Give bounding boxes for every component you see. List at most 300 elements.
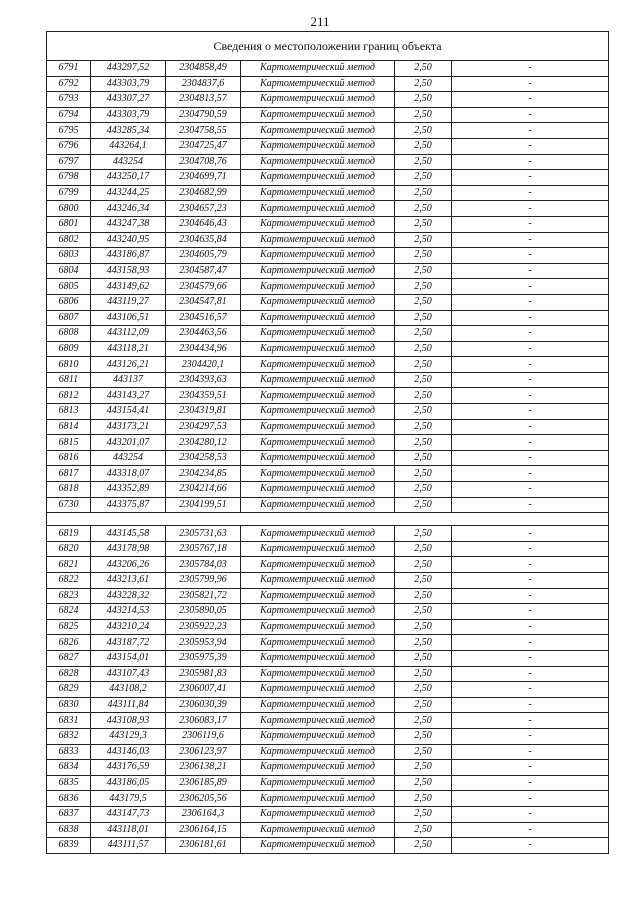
x-coordinate-cell: 443108,93 [91, 713, 166, 729]
y-coordinate-cell: 2304699,71 [166, 170, 241, 186]
accuracy-cell: 2,50 [395, 310, 452, 326]
accuracy-cell: 2,50 [395, 806, 452, 822]
method-cell: Картометрический метод [241, 791, 395, 807]
accuracy-cell: 2,50 [395, 791, 452, 807]
y-coordinate-cell: 2306030,39 [166, 697, 241, 713]
point-number-cell: 6828 [47, 666, 91, 682]
method-cell: Картометрический метод [241, 744, 395, 760]
table-row [47, 248, 609, 264]
method-cell: Картометрический метод [241, 107, 395, 123]
description-cell: - [452, 388, 609, 404]
description-cell: - [452, 61, 609, 77]
point-number-cell: 6815 [47, 435, 91, 451]
method-cell: Картометрический метод [241, 682, 395, 698]
y-coordinate-cell: 2305799,96 [166, 573, 241, 589]
x-coordinate-cell: 443244,25 [91, 185, 166, 201]
table-row [47, 697, 609, 713]
y-coordinate-cell: 2304858,49 [166, 61, 241, 77]
point-number-cell: 6827 [47, 650, 91, 666]
method-cell: Картометрический метод [241, 573, 395, 589]
method-cell: Картометрический метод [241, 388, 395, 404]
table-row [47, 388, 609, 404]
description-cell: - [452, 588, 609, 604]
table-row [47, 682, 609, 698]
y-coordinate-cell: 2306138,21 [166, 760, 241, 776]
table-row [47, 806, 609, 822]
description-cell: - [452, 604, 609, 620]
accuracy-cell: 2,50 [395, 232, 452, 248]
accuracy-cell: 2,50 [395, 482, 452, 498]
method-cell: Картометрический метод [241, 806, 395, 822]
accuracy-cell: 2,50 [395, 604, 452, 620]
method-cell: Картометрический метод [241, 154, 395, 170]
description-cell: - [452, 201, 609, 217]
description-cell: - [452, 713, 609, 729]
table-row [47, 341, 609, 357]
accuracy-cell: 2,50 [395, 61, 452, 77]
table-row [47, 619, 609, 635]
page-number: 211 [310, 14, 330, 29]
y-coordinate-cell: 2306185,89 [166, 775, 241, 791]
accuracy-cell: 2,50 [395, 248, 452, 264]
x-coordinate-cell: 443186,87 [91, 248, 166, 264]
description-cell: - [452, 573, 609, 589]
method-cell: Картометрический метод [241, 713, 395, 729]
y-coordinate-cell: 2305767,18 [166, 541, 241, 557]
x-coordinate-cell: 443264,1 [91, 138, 166, 154]
y-coordinate-cell: 2304813,57 [166, 92, 241, 108]
table-row [47, 216, 609, 232]
point-number-cell: 6826 [47, 635, 91, 651]
x-coordinate-cell: 443111,84 [91, 697, 166, 713]
description-cell: - [452, 76, 609, 92]
y-coordinate-cell: 2305975,39 [166, 650, 241, 666]
x-coordinate-cell: 443303,79 [91, 76, 166, 92]
table-row [47, 404, 609, 420]
point-number-cell: 6839 [47, 838, 91, 854]
accuracy-cell: 2,50 [395, 107, 452, 123]
method-cell: Картометрический метод [241, 588, 395, 604]
point-number-cell: 6821 [47, 557, 91, 573]
point-number-cell: 6802 [47, 232, 91, 248]
x-coordinate-cell: 443126,21 [91, 357, 166, 373]
table-row [47, 666, 609, 682]
table-row [47, 760, 609, 776]
x-coordinate-cell: 443352,89 [91, 482, 166, 498]
table-row [47, 557, 609, 573]
y-coordinate-cell: 2304547,81 [166, 294, 241, 310]
table-row [47, 326, 609, 342]
table-row [47, 201, 609, 217]
x-coordinate-cell: 443119,27 [91, 294, 166, 310]
point-number-cell: 6818 [47, 482, 91, 498]
point-number-cell: 6804 [47, 263, 91, 279]
x-coordinate-cell: 443187,72 [91, 635, 166, 651]
description-cell: - [452, 326, 609, 342]
method-cell: Картометрический метод [241, 557, 395, 573]
accuracy-cell: 2,50 [395, 92, 452, 108]
accuracy-cell: 2,50 [395, 526, 452, 542]
description-cell: - [452, 497, 609, 513]
method-cell: Картометрический метод [241, 497, 395, 513]
description-cell: - [452, 482, 609, 498]
y-coordinate-cell: 2304635,84 [166, 232, 241, 248]
description-cell: - [452, 775, 609, 791]
accuracy-cell: 2,50 [395, 326, 452, 342]
description-cell: - [452, 107, 609, 123]
method-cell: Картометрический метод [241, 604, 395, 620]
table-row [47, 123, 609, 139]
method-cell: Картометрический метод [241, 728, 395, 744]
y-coordinate-cell: 2304682,99 [166, 185, 241, 201]
table-row [47, 466, 609, 482]
point-number-cell: 6823 [47, 588, 91, 604]
accuracy-cell: 2,50 [395, 573, 452, 589]
accuracy-cell: 2,50 [395, 123, 452, 139]
y-coordinate-cell: 2304359,51 [166, 388, 241, 404]
method-cell: Картометрический метод [241, 232, 395, 248]
y-coordinate-cell: 2304420,1 [166, 357, 241, 373]
method-cell: Картометрический метод [241, 341, 395, 357]
point-number-cell: 6794 [47, 107, 91, 123]
point-number-cell: 6817 [47, 466, 91, 482]
y-coordinate-cell: 2305890,05 [166, 604, 241, 620]
table-row [47, 497, 609, 513]
table-row [47, 61, 609, 77]
accuracy-cell: 2,50 [395, 775, 452, 791]
point-number-cell: 6793 [47, 92, 91, 108]
y-coordinate-cell: 2304434,96 [166, 341, 241, 357]
x-coordinate-cell: 443303,79 [91, 107, 166, 123]
table-header-row [47, 32, 609, 61]
y-coordinate-cell: 2304280,12 [166, 435, 241, 451]
table-row [47, 435, 609, 451]
x-coordinate-cell: 443145,58 [91, 526, 166, 542]
table-row [47, 838, 609, 854]
y-coordinate-cell: 2306007,41 [166, 682, 241, 698]
table-row [47, 92, 609, 108]
point-number-cell: 6813 [47, 404, 91, 420]
table-row [47, 76, 609, 92]
table-row [47, 728, 609, 744]
point-number-cell: 6836 [47, 791, 91, 807]
method-cell: Картометрический метод [241, 185, 395, 201]
method-cell: Картометрический метод [241, 248, 395, 264]
separator-cell [47, 513, 609, 526]
point-number-cell: 6822 [47, 573, 91, 589]
x-coordinate-cell: 443254 [91, 154, 166, 170]
method-cell: Картометрический метод [241, 635, 395, 651]
x-coordinate-cell: 443118,01 [91, 822, 166, 838]
description-cell: - [452, 435, 609, 451]
method-cell: Картометрический метод [241, 92, 395, 108]
x-coordinate-cell: 443173,21 [91, 419, 166, 435]
point-number-cell: 6808 [47, 326, 91, 342]
x-coordinate-cell: 443112,09 [91, 326, 166, 342]
description-cell: - [452, 557, 609, 573]
method-cell: Картометрический метод [241, 138, 395, 154]
accuracy-cell: 2,50 [395, 263, 452, 279]
accuracy-cell: 2,50 [395, 435, 452, 451]
y-coordinate-cell: 2306123,97 [166, 744, 241, 760]
method-cell: Картометрический метод [241, 482, 395, 498]
accuracy-cell: 2,50 [395, 388, 452, 404]
table-row [47, 744, 609, 760]
method-cell: Картометрический метод [241, 357, 395, 373]
accuracy-cell: 2,50 [395, 744, 452, 760]
y-coordinate-cell: 2304319,81 [166, 404, 241, 420]
point-number-cell: 6803 [47, 248, 91, 264]
point-number-cell: 6824 [47, 604, 91, 620]
method-cell: Картометрический метод [241, 310, 395, 326]
description-cell: - [452, 697, 609, 713]
accuracy-cell: 2,50 [395, 170, 452, 186]
table-row [47, 713, 609, 729]
table-row [47, 372, 609, 388]
table-row [47, 450, 609, 466]
point-number-cell: 6814 [47, 419, 91, 435]
x-coordinate-cell: 443375,87 [91, 497, 166, 513]
method-cell: Картометрический метод [241, 466, 395, 482]
description-cell: - [452, 666, 609, 682]
description-cell: - [452, 357, 609, 373]
point-number-cell: 6806 [47, 294, 91, 310]
point-number-cell: 6838 [47, 822, 91, 838]
point-number-cell: 6816 [47, 450, 91, 466]
accuracy-cell: 2,50 [395, 557, 452, 573]
x-coordinate-cell: 443179,5 [91, 791, 166, 807]
table-row [47, 604, 609, 620]
table-row [47, 310, 609, 326]
accuracy-cell: 2,50 [395, 357, 452, 373]
point-number-cell: 6810 [47, 357, 91, 373]
description-cell: - [452, 838, 609, 854]
table-row [47, 279, 609, 295]
table-row [47, 185, 609, 201]
x-coordinate-cell: 443318,07 [91, 466, 166, 482]
method-cell: Картометрический метод [241, 279, 395, 295]
boundary-coordinates-table [46, 31, 609, 854]
accuracy-cell: 2,50 [395, 682, 452, 698]
accuracy-cell: 2,50 [395, 635, 452, 651]
y-coordinate-cell: 2305784,03 [166, 557, 241, 573]
point-number-cell: 6833 [47, 744, 91, 760]
table-row [47, 138, 609, 154]
x-coordinate-cell: 443129,3 [91, 728, 166, 744]
y-coordinate-cell: 2305922,23 [166, 619, 241, 635]
y-coordinate-cell: 2305731,63 [166, 526, 241, 542]
table-row [47, 419, 609, 435]
description-cell: - [452, 822, 609, 838]
accuracy-cell: 2,50 [395, 466, 452, 482]
table-row [47, 294, 609, 310]
method-cell: Картометрический метод [241, 666, 395, 682]
y-coordinate-cell: 2304199,51 [166, 497, 241, 513]
table-row [47, 482, 609, 498]
x-coordinate-cell: 443206,26 [91, 557, 166, 573]
y-coordinate-cell: 2304587,47 [166, 263, 241, 279]
method-cell: Картометрический метод [241, 201, 395, 217]
section-separator-row [47, 513, 609, 526]
description-cell: - [452, 92, 609, 108]
y-coordinate-cell: 2306205,56 [166, 791, 241, 807]
accuracy-cell: 2,50 [395, 419, 452, 435]
point-number-cell: 6797 [47, 154, 91, 170]
point-number-cell: 6800 [47, 201, 91, 217]
point-number-cell: 6832 [47, 728, 91, 744]
description-cell: - [452, 619, 609, 635]
method-cell: Картометрический метод [241, 619, 395, 635]
point-number-cell: 6801 [47, 216, 91, 232]
y-coordinate-cell: 2304258,53 [166, 450, 241, 466]
description-cell: - [452, 372, 609, 388]
point-number-cell: 6819 [47, 526, 91, 542]
table-row [47, 573, 609, 589]
y-coordinate-cell: 2304234,85 [166, 466, 241, 482]
x-coordinate-cell: 443106,51 [91, 310, 166, 326]
y-coordinate-cell: 2304214,66 [166, 482, 241, 498]
description-cell: - [452, 450, 609, 466]
x-coordinate-cell: 443143,27 [91, 388, 166, 404]
x-coordinate-cell: 443214,53 [91, 604, 166, 620]
table-row [47, 791, 609, 807]
x-coordinate-cell: 443186,05 [91, 775, 166, 791]
method-cell: Картометрический метод [241, 775, 395, 791]
table-row [47, 526, 609, 542]
accuracy-cell: 2,50 [395, 497, 452, 513]
x-coordinate-cell: 443154,41 [91, 404, 166, 420]
point-number-cell: 6829 [47, 682, 91, 698]
method-cell: Картометрический метод [241, 838, 395, 854]
accuracy-cell: 2,50 [395, 294, 452, 310]
description-cell: - [452, 294, 609, 310]
table-row [47, 541, 609, 557]
method-cell: Картометрический метод [241, 435, 395, 451]
y-coordinate-cell: 2304516,57 [166, 310, 241, 326]
accuracy-cell: 2,50 [395, 279, 452, 295]
y-coordinate-cell: 2306164,15 [166, 822, 241, 838]
x-coordinate-cell: 443137 [91, 372, 166, 388]
x-coordinate-cell: 443240,95 [91, 232, 166, 248]
x-coordinate-cell: 443178,98 [91, 541, 166, 557]
x-coordinate-cell: 443108,2 [91, 682, 166, 698]
method-cell: Картометрический метод [241, 526, 395, 542]
point-number-cell: 6834 [47, 760, 91, 776]
point-number-cell: 6812 [47, 388, 91, 404]
x-coordinate-cell: 443228,32 [91, 588, 166, 604]
method-cell: Картометрический метод [241, 76, 395, 92]
table-row [47, 263, 609, 279]
description-cell: - [452, 341, 609, 357]
x-coordinate-cell: 443254 [91, 450, 166, 466]
y-coordinate-cell: 2304837,6 [166, 76, 241, 92]
accuracy-cell: 2,50 [395, 154, 452, 170]
table-row [47, 822, 609, 838]
description-cell: - [452, 310, 609, 326]
description-cell: - [452, 650, 609, 666]
description-cell: - [452, 791, 609, 807]
boundary-table-container [46, 31, 608, 854]
description-cell: - [452, 263, 609, 279]
point-number-cell: 6795 [47, 123, 91, 139]
x-coordinate-cell: 443118,21 [91, 341, 166, 357]
accuracy-cell: 2,50 [395, 76, 452, 92]
method-cell: Картометрический метод [241, 697, 395, 713]
description-cell: - [452, 760, 609, 776]
point-number-cell: 6807 [47, 310, 91, 326]
method-cell: Картометрический метод [241, 760, 395, 776]
accuracy-cell: 2,50 [395, 838, 452, 854]
point-number-cell: 6796 [47, 138, 91, 154]
y-coordinate-cell: 2304463,56 [166, 326, 241, 342]
y-coordinate-cell: 2305821,72 [166, 588, 241, 604]
description-cell: - [452, 541, 609, 557]
method-cell: Картометрический метод [241, 419, 395, 435]
description-cell: - [452, 419, 609, 435]
method-cell: Картометрический метод [241, 541, 395, 557]
x-coordinate-cell: 443213,61 [91, 573, 166, 589]
accuracy-cell: 2,50 [395, 666, 452, 682]
accuracy-cell: 2,50 [395, 822, 452, 838]
y-coordinate-cell: 2305953,94 [166, 635, 241, 651]
point-number-cell: 6809 [47, 341, 91, 357]
x-coordinate-cell: 443210,24 [91, 619, 166, 635]
description-cell: - [452, 138, 609, 154]
point-number-cell: 6791 [47, 61, 91, 77]
table-row [47, 232, 609, 248]
point-number-cell: 6835 [47, 775, 91, 791]
description-cell: - [452, 248, 609, 264]
description-cell: - [452, 744, 609, 760]
point-number-cell: 6799 [47, 185, 91, 201]
x-coordinate-cell: 443107,43 [91, 666, 166, 682]
table-row [47, 635, 609, 651]
table-title: Сведения о местоположении границ объекта [47, 32, 609, 61]
x-coordinate-cell: 443285,34 [91, 123, 166, 139]
x-coordinate-cell: 443247,38 [91, 216, 166, 232]
point-number-cell: 6730 [47, 497, 91, 513]
method-cell: Картометрический метод [241, 650, 395, 666]
x-coordinate-cell: 443111,57 [91, 838, 166, 854]
description-cell: - [452, 635, 609, 651]
y-coordinate-cell: 2304393,63 [166, 372, 241, 388]
description-cell: - [452, 154, 609, 170]
accuracy-cell: 2,50 [395, 138, 452, 154]
y-coordinate-cell: 2304297,53 [166, 419, 241, 435]
accuracy-cell: 2,50 [395, 341, 452, 357]
x-coordinate-cell: 443158,93 [91, 263, 166, 279]
description-cell: - [452, 806, 609, 822]
accuracy-cell: 2,50 [395, 450, 452, 466]
point-number-cell: 6792 [47, 76, 91, 92]
method-cell: Картометрический метод [241, 294, 395, 310]
description-cell: - [452, 232, 609, 248]
y-coordinate-cell: 2306164,3 [166, 806, 241, 822]
x-coordinate-cell: 443176,59 [91, 760, 166, 776]
x-coordinate-cell: 443250,17 [91, 170, 166, 186]
description-cell: - [452, 216, 609, 232]
accuracy-cell: 2,50 [395, 619, 452, 635]
x-coordinate-cell: 443307,27 [91, 92, 166, 108]
description-cell: - [452, 466, 609, 482]
x-coordinate-cell: 443201,07 [91, 435, 166, 451]
accuracy-cell: 2,50 [395, 728, 452, 744]
table-row [47, 154, 609, 170]
description-cell: - [452, 728, 609, 744]
method-cell: Картометрический метод [241, 216, 395, 232]
method-cell: Картометрический метод [241, 263, 395, 279]
y-coordinate-cell: 2304790,59 [166, 107, 241, 123]
